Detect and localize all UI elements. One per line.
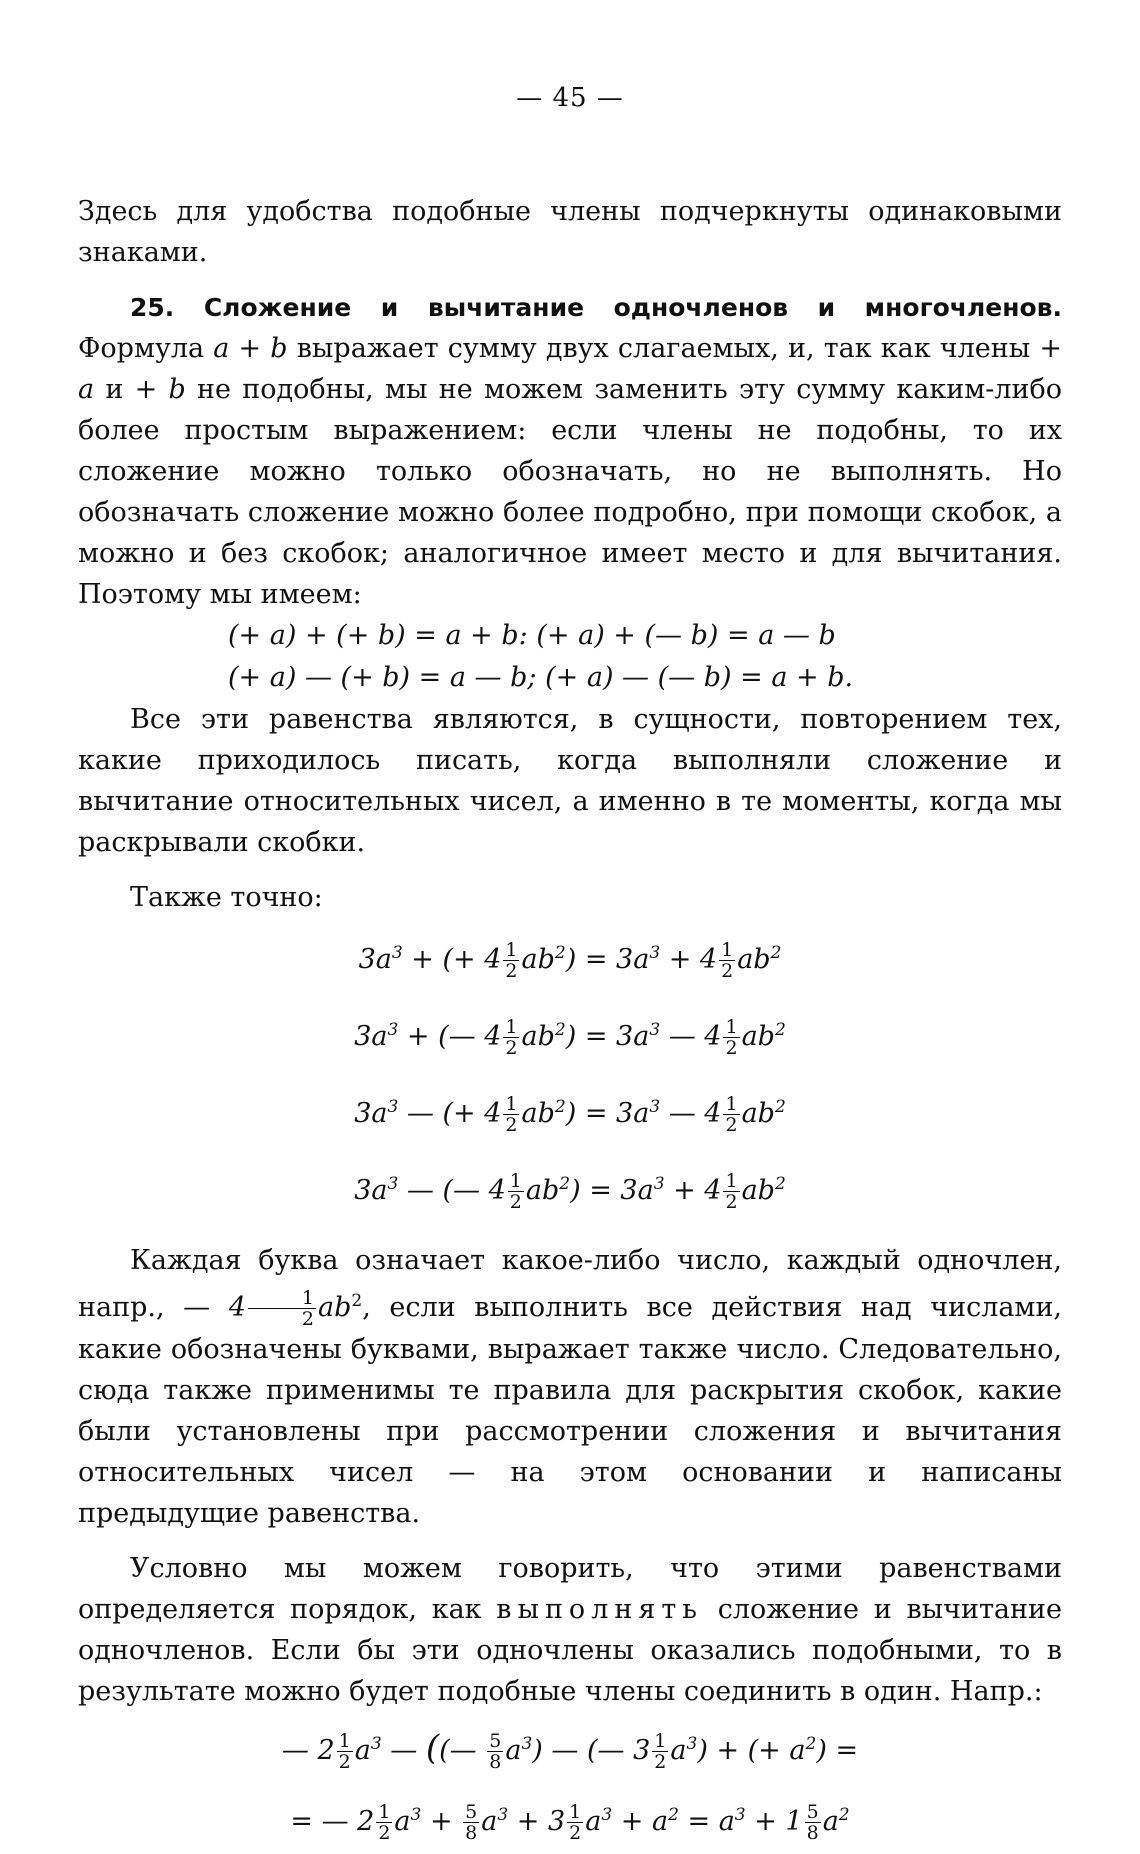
also-label: Также точно: (130, 882, 323, 913)
fraction: $\frac{1}{2}$ (248, 1288, 316, 1329)
fraction: $\frac{1}{2}$ (505, 1016, 518, 1059)
formula-line-1: (+ a) + (+ b) = a + b: (+ a) + (— b) = a — b (228, 620, 836, 651)
fraction: $\frac{1}{2}$ (569, 1801, 582, 1844)
fraction: $\frac{1}{2}$ (509, 1170, 522, 1213)
final-equation-1: — 2 $\frac{1}{2}$ $a^3$ — ((— $\frac{5}{8}$ $a^3$) — (— 3 $\frac{1}{2}$ $a^3$) + (+ $a^2$) = (281, 1728, 859, 1773)
page-number: — 45 — (516, 83, 624, 113)
formula-line-2: (+ a) — (+ b) = a — b; (+ a) — (— b) = a + b. (228, 662, 854, 693)
section-heading: 25. Сложение и вычитание одночленов и многочленов. (130, 293, 1062, 322)
final-equation-2: = — 2 $\frac{1}{2}$ $a^3$ + $\frac{5}{8}$ $a^3 + 3$ $\frac{1}{2}$ $a^3 + a^2 = a^3 + 1$ $\frac{5}{8}$ $a^2$ (290, 1801, 850, 1844)
section-25: 25. Сложение и вычитание одночленов и многочленов. Формула a + b выражает сумму двух слагаемых, и, так как члены + a и + b не подобны, мы не можем заменить эту сумму каким-либо более простым выражением: если члены не подобны, то их сложение можно только обозначать, но не выполнять. Но обозначать сложение можно более подробно, при помощи скобок, а можно и без скобок; аналогичное имеет место и для вычитания. Поэтому мы имеем: (78, 293, 1063, 610)
formula-block (78, 615, 1062, 699)
fraction: $\frac{1}{2}$ (725, 1170, 738, 1213)
paragraph-equalities: Все эти равенства являются, в сущности, повторением тех, какие приходилось писать, когда выполняли сложение и вычитание относительных чисел, а именно в те моменты, когда мы раскрывали скобки. (78, 704, 1062, 858)
fraction: $\frac{5}{8}$ (489, 1730, 502, 1773)
equation-4: $3a^3$ — (— 4 $\frac{1}{2}$ $ab^2) = 3a^3 + 4$ $\frac{1}{2}$ $ab^2$ (354, 1170, 786, 1213)
fraction: $\frac{1}{2}$ (505, 1093, 518, 1136)
equations-block (78, 918, 1062, 1226)
fraction: $\frac{5}{8}$ (806, 1801, 819, 1844)
fraction: $\frac{1}{2}$ (338, 1730, 351, 1773)
fraction: $\frac{5}{8}$ (465, 1801, 478, 1844)
equation-3: $3a^3$ — (+ 4 $\frac{1}{2}$ $ab^2) = 3a^3$ — 4 $\frac{1}{2}$ $ab^2$ (354, 1093, 786, 1136)
fraction: $\frac{1}{2}$ (721, 939, 734, 982)
equation-1: $3a^3$ + (+ 4 $\frac{1}{2}$ $ab^2) = 3a^3 + 4$ $\frac{1}{2}$ $ab^2$ (358, 939, 782, 982)
fraction: $\frac{1}{2}$ (505, 939, 518, 982)
fraction: $\frac{1}{2}$ (378, 1801, 391, 1844)
fraction: $\frac{1}{2}$ (725, 1093, 738, 1136)
equation-2: $3a^3$ + (— 4 $\frac{1}{2}$ $ab^2) = 3a^3$ — 4 $\frac{1}{2}$ $ab^2$ (354, 1016, 786, 1059)
paragraph-order: Условно мы можем говорить, что этими равенствами определяется порядок, как выполнять сложение и вычитание одночленов. Если бы эти одночлены оказались подобными, то в результате можно будет подобные члены соединить в один. Напр.: (78, 1553, 1062, 1707)
fraction: $\frac{1}{2}$ (725, 1016, 738, 1059)
paragraph-monomial: Каждая буква означает какое-либо число, каждый одночлен, напр., — 4 $\frac{1}{2}$ $ab^2$, если выполнить все действия над числами, какие обозначены буквами, выражает также число. Следовательно, сюда также применимы те правила для раскрытия скобок, какие были установлены при рассмотрении сложения и вычитания относительных чисел — на этом основании и написаны предыдущие равенства. (78, 1245, 1063, 1529)
fraction: $\frac{1}{2}$ (654, 1730, 667, 1773)
paragraph-intro: Здесь для удобства подобные члены подчеркнуты одинаковыми знаками. (78, 196, 1062, 268)
